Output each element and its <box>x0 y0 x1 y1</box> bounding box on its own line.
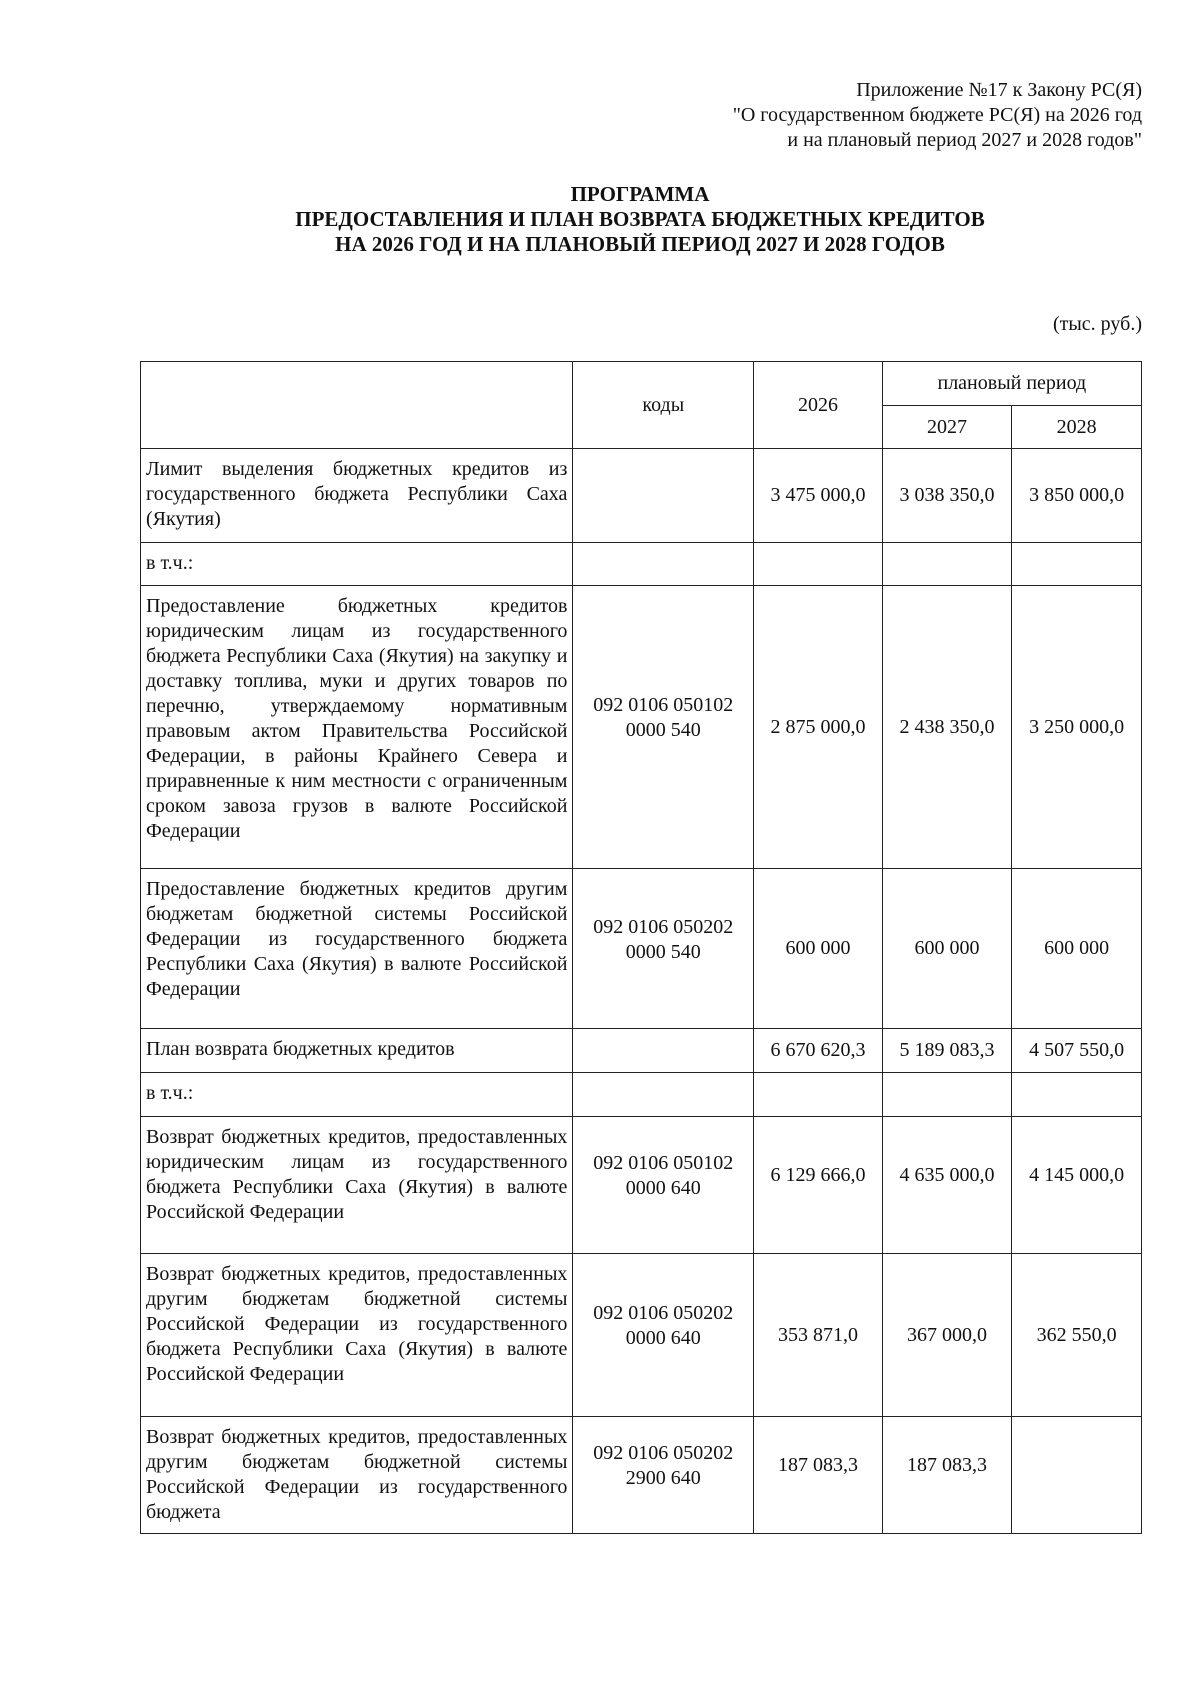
table-row <box>141 1117 1142 1254</box>
row-code <box>573 449 754 543</box>
row-name: Предоставление бюджетных кредитов другим бюджетам бюджетной системы Российской Федерации из государственного бюджета Республики Саха (Якутия) в валюте Российской Федерации <box>141 869 573 1029</box>
table-row <box>141 1417 1142 1534</box>
table-row <box>141 1029 1142 1073</box>
row-value-2026 <box>754 1417 883 1534</box>
credits-table <box>140 361 1142 1534</box>
table-row <box>141 586 1142 869</box>
row-value-text: 6 129 666,0 <box>770 1163 866 1186</box>
header-codes: коды <box>573 362 754 449</box>
row-value-text: 187 083,3 <box>777 1453 858 1476</box>
row-value-2027 <box>882 1117 1012 1254</box>
row-value-2027: 2 438 350,0 <box>882 586 1012 869</box>
row-value-2026 <box>754 1073 883 1117</box>
row-value-2027: 3 038 350,0 <box>882 449 1012 543</box>
row-code <box>573 1254 754 1417</box>
row-value-text: 187 083,3 <box>907 1453 988 1476</box>
row-value-2027: 5 189 083,3 <box>882 1029 1012 1073</box>
row-value-2027: 367 000,0 <box>882 1254 1012 1417</box>
row-value-2028 <box>1012 1117 1142 1254</box>
table-row <box>141 543 1142 586</box>
row-value-2028: 3 850 000,0 <box>1012 449 1142 543</box>
row-code-text: 092 0106 050102 0000 640 <box>593 1152 734 1199</box>
row-value-2027: 600 000 <box>882 869 1012 1029</box>
row-value-2026: 353 871,0 <box>754 1254 883 1417</box>
row-value-2026: 3 475 000,0 <box>754 449 883 543</box>
document-title <box>140 182 1140 257</box>
row-value-2028 <box>1012 1073 1142 1117</box>
header-2028: 2028 <box>1012 406 1142 449</box>
title-line-2: ПРЕДОСТАВЛЕНИЯ И ПЛАН ВОЗВРАТА БЮДЖЕТНЫХ КРЕДИТОВ <box>295 207 985 231</box>
title-line-1: ПРОГРАММА <box>570 182 710 206</box>
row-value-2027 <box>882 1417 1012 1534</box>
row-value-2026 <box>754 1117 883 1254</box>
table-row <box>141 449 1142 543</box>
row-value-text: 4 145 000,0 <box>1029 1163 1125 1186</box>
row-code <box>573 869 754 1029</box>
table-row <box>141 1254 1142 1417</box>
units-label: (тыс. руб.) <box>1052 313 1142 335</box>
row-value-2028: 600 000 <box>1012 869 1142 1029</box>
row-name: Возврат бюджетных кредитов, предоставленных другим бюджетам бюджетной системы Российской Федерации из государственного бюджета Республики Саха (Якутия) в валюте Российской Федерации <box>141 1254 573 1417</box>
row-value-2028: 3 250 000,0 <box>1012 586 1142 869</box>
row-code <box>573 1029 754 1073</box>
row-name: Лимит выделения бюджетных кредитов из государственного бюджета Республики Саха (Якутия) <box>141 449 573 543</box>
row-name: Возврат бюджетных кредитов, предоставленных другим бюджетам бюджетной системы Российской Федерации из государственного бюджета <box>141 1417 573 1534</box>
header-2027: 2027 <box>882 406 1012 449</box>
annex-line-1: Приложение №17 к Закону РС(Я) <box>856 79 1142 101</box>
document-annex-header <box>542 78 1142 153</box>
row-value-2026 <box>754 543 883 586</box>
row-name: в т.ч.: <box>141 543 573 586</box>
row-name: План возврата бюджетных кредитов <box>141 1029 573 1073</box>
row-code <box>573 543 754 586</box>
row-value-2026: 600 000 <box>754 869 883 1029</box>
annex-line-2: "О государственном бюджете РС(Я) на 2026 год <box>732 104 1142 126</box>
title-line-3: НА 2026 ГОД И НА ПЛАНОВЫЙ ПЕРИОД 2027 И 2028 ГОДОВ <box>335 232 945 256</box>
row-value-2028: 362 550,0 <box>1012 1254 1142 1417</box>
row-value-2027 <box>882 1073 1012 1117</box>
row-code <box>573 1117 754 1254</box>
row-value-2026: 6 670 620,3 <box>754 1029 883 1073</box>
row-code <box>573 1417 754 1534</box>
annex-line-3: и на плановый период 2027 и 2028 годов" <box>787 129 1142 151</box>
row-name: Возврат бюджетных кредитов, предоставленных юридическим лицам из государственного бюджета Республики Саха (Якутия) в валюте Российской Федерации <box>141 1117 573 1254</box>
table-row <box>141 1073 1142 1117</box>
row-code-text: 092 0106 050202 0000 540 <box>593 915 734 963</box>
header-name-cell <box>141 362 573 449</box>
row-value-2028 <box>1012 1417 1142 1534</box>
row-value-2026: 2 875 000,0 <box>754 586 883 869</box>
row-code-text: 092 0106 050202 0000 640 <box>593 1302 734 1349</box>
row-code <box>573 1073 754 1117</box>
header-2026: 2026 <box>754 362 883 449</box>
table-row <box>141 869 1142 1029</box>
header-planned-period: плановый период <box>882 362 1141 406</box>
row-name: в т.ч.: <box>141 1073 573 1117</box>
row-code-text: 092 0106 050102 0000 540 <box>593 694 734 741</box>
row-value-2027 <box>882 543 1012 586</box>
row-code-text: 092 0106 050202 2900 640 <box>593 1442 734 1489</box>
row-code <box>573 586 754 869</box>
row-value-2028: 4 507 550,0 <box>1012 1029 1142 1073</box>
row-value-text: 4 635 000,0 <box>899 1163 995 1186</box>
row-name: Предоставление бюджетных кредитов юридическим лицам из государственного бюджета Республики Саха (Якутия) на закупку и доставку топлива, муки и других товаров по перечню, утверждаемому нормативным правовым актом Правительства Российской Федерации, в районы Крайнего Севера и приравненные к ним местности с ограниченным сроком завоза грузов в валюте Российской Федерации <box>141 586 573 869</box>
row-value-2028 <box>1012 543 1142 586</box>
